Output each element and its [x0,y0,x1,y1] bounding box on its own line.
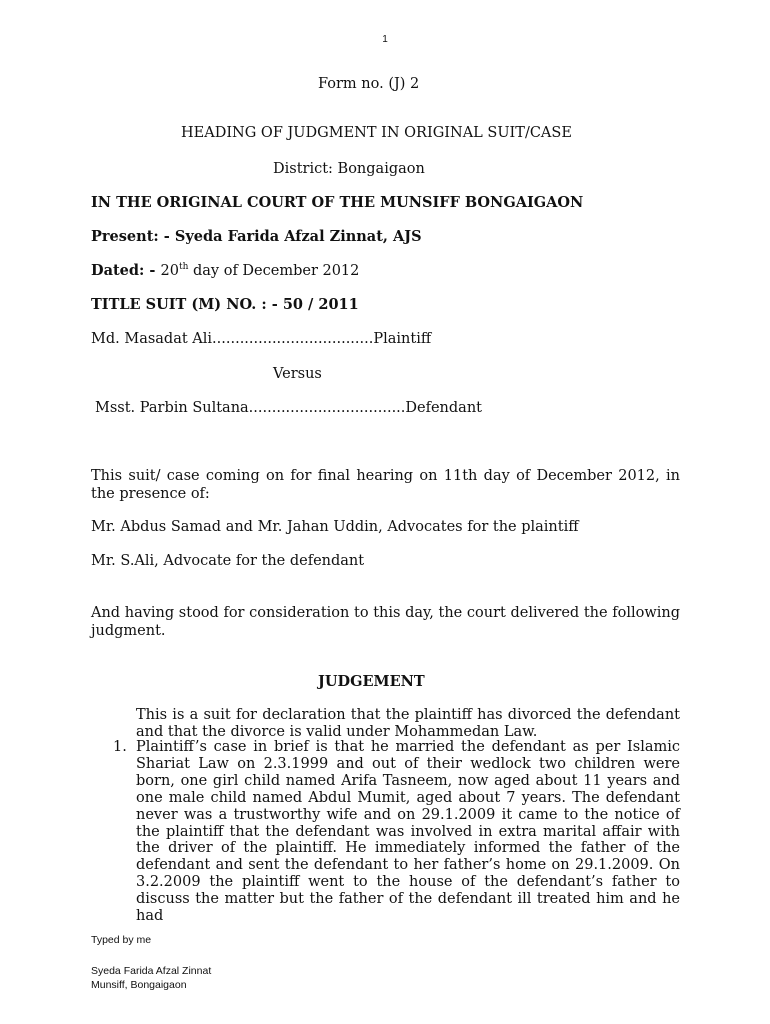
hearing-paragraph: This suit/ case coming on for final hearing on 11th day of December 2012, in the presence of: [91,468,680,502]
present-name: Syeda Farida Afzal Zinnat, AJS [174,228,422,245]
dated-day: 20 [160,263,179,279]
typed-by: Typed by me [91,934,152,946]
list-item-text: Plaintiff’s case in brief is that he married the defendant as per Islamic Shariat Law on 2.3.1999 and out of their wedlock two children were born, one girl child named Arifa Tasneem, now aged about 11 years and one male child named Abdul Mumit, aged about 7 years. The defendant never was a trustworthy wife and on 29.1.2009 it came to the notice of the plaintiff that the defendant was involved in extra marital affair with the driver of the plaintiff. He immediately informed the father of the defendant and sent the defendant to her father’s home on 29.1.2009. On 3.2.2009 the plaintiff went to the house of the defendant’s father to discuss the matter but the father of the defendant ill treated him and he had [136,739,680,925]
list-item [91,739,680,925]
dated-line [91,262,359,279]
versus: Versus [273,366,322,382]
list-item-number: 1. [113,739,127,755]
present-label: Present: - [91,228,175,245]
plaintiff-line: Md. Masadat Ali...................................Plaintiff [91,331,432,347]
page-number: 1 [382,34,388,45]
form-number: Form no. (J) 2 [318,76,420,92]
dated-day-suffix: th [178,262,189,273]
title-suit-number: TITLE SUIT (M) NO. : - 50 / 2011 [91,296,359,313]
present-line [91,228,422,245]
court-name: IN THE ORIGINAL COURT OF THE MUNSIFF BONGAIGAON [91,194,584,211]
document-heading: HEADING OF JUDGMENT IN ORIGINAL SUIT/CASE [181,125,572,141]
consideration-paragraph: And having stood for consideration to this day, the court delivered the following judgment. [91,605,680,639]
intro-paragraph: This is a suit for declaration that the plaintiff has divorced the defendant and that the divorce is valid under Mohammedan Law. [136,707,680,740]
case-facts-list [91,739,680,925]
dated-label: Dated: - [91,262,161,279]
dated-rest: day of December 2012 [188,263,360,279]
signatory-title: Munsiff, Bongaigaon [91,979,187,991]
district: District: Bongaigaon [273,161,425,177]
advocate-defendant: Mr. S.Ali, Advocate for the defendant [91,553,365,569]
advocates-plaintiff: Mr. Abdus Samad and Mr. Jahan Uddin, Advocates for the plaintiff [91,519,579,535]
judgement-title: JUDGEMENT [318,673,425,690]
defendant-line: Msst. Parbin Sultana..................................Defendant [95,400,482,416]
signatory-name: Syeda Farida Afzal Zinnat [91,965,212,977]
